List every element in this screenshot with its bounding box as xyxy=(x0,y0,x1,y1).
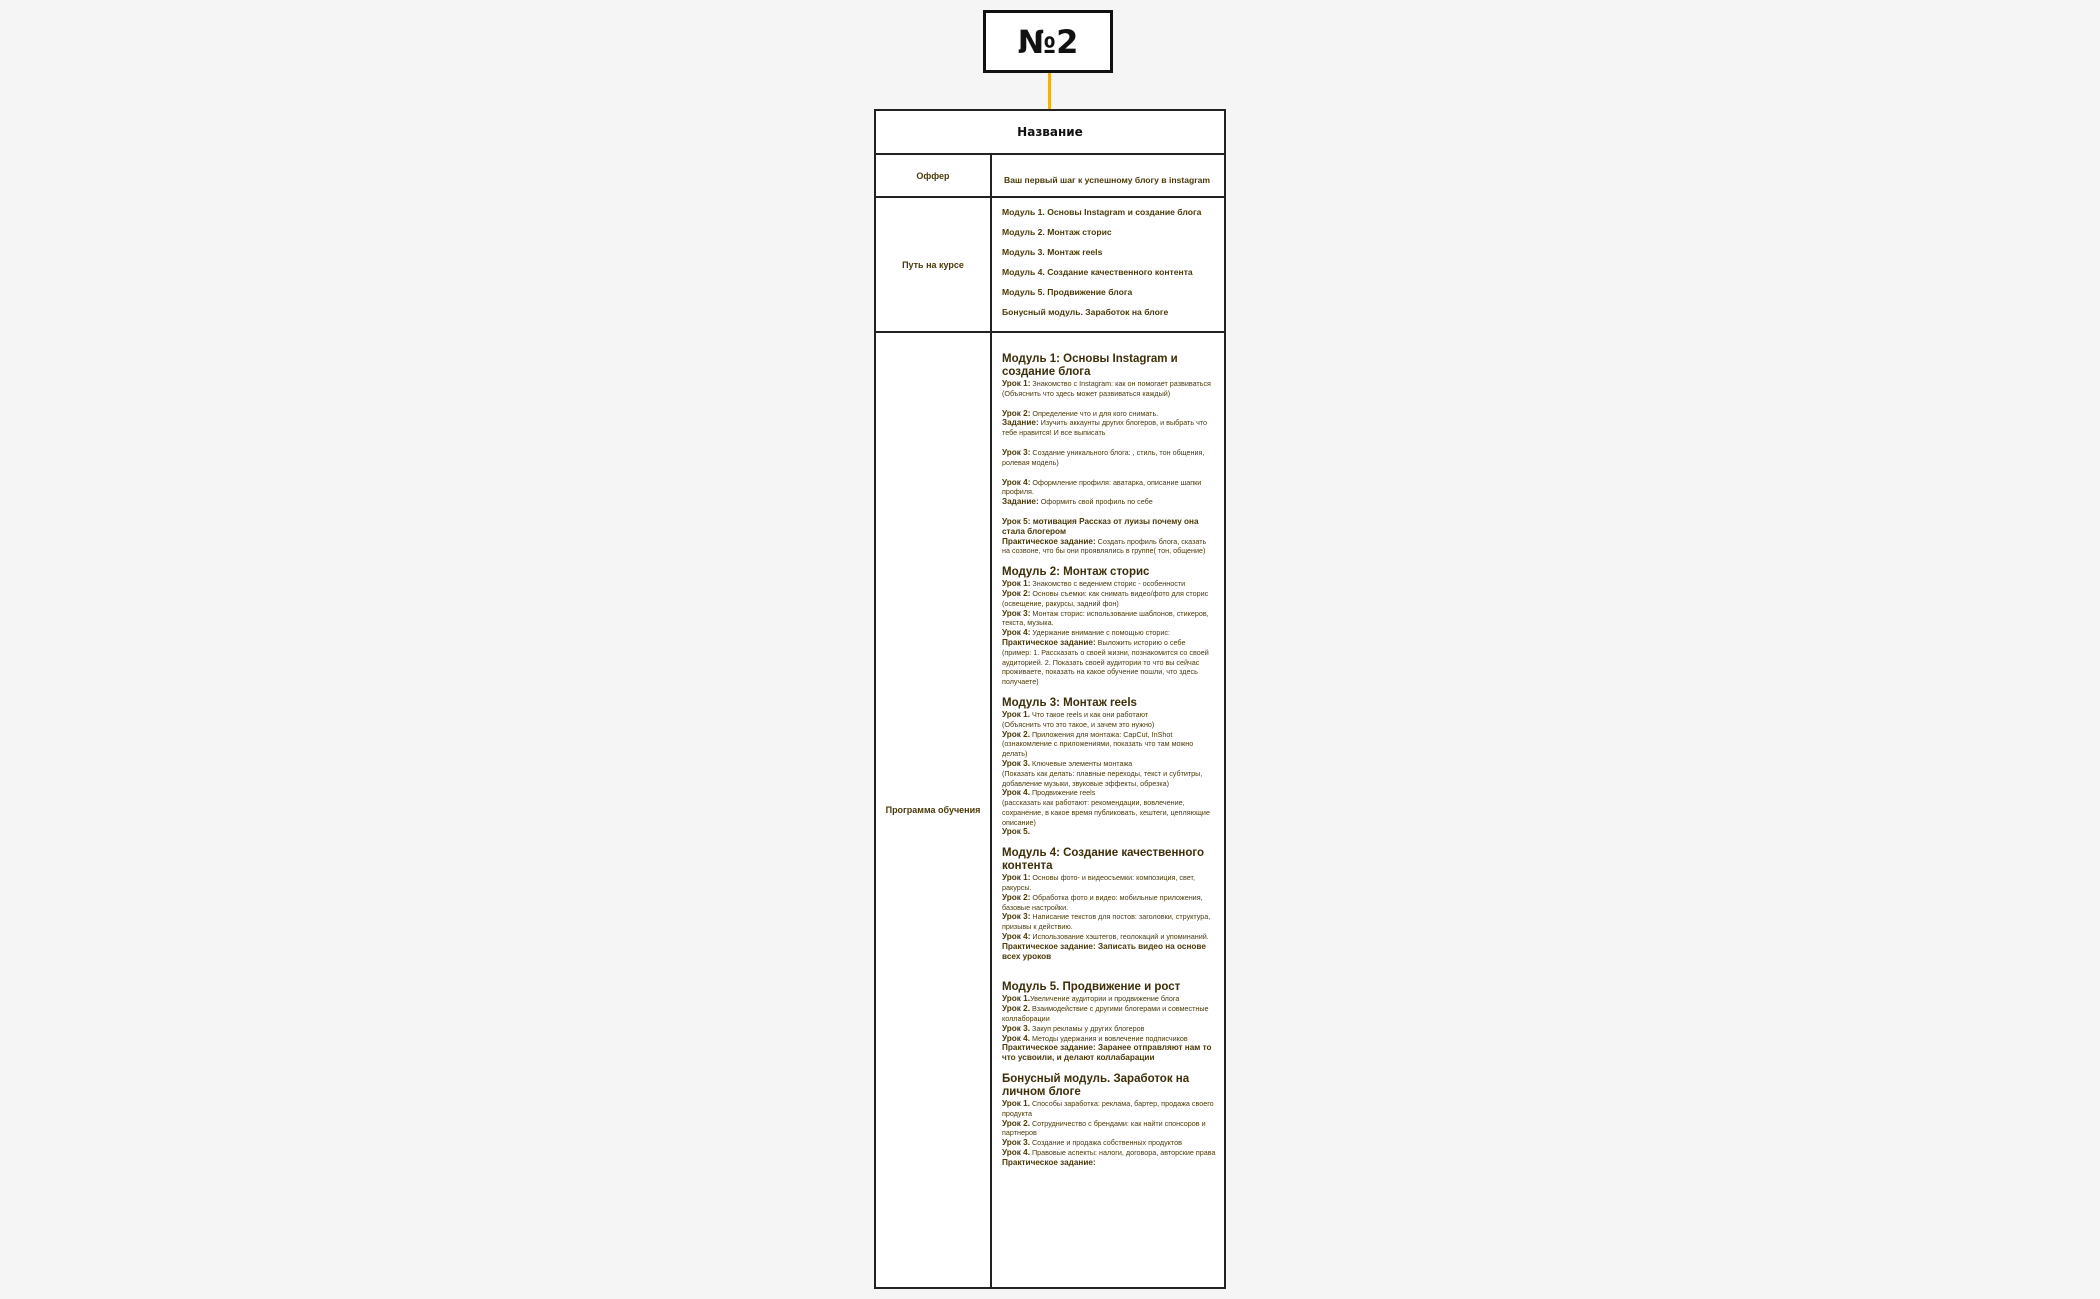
task-text: Создать профиль блога, сказать на созвоне, что бы они проявлялись в группе( тон, общение) xyxy=(1002,536,1207,556)
lesson-text: Монтаж сторис: использование шаблонов, стикеров, текста, музыка. xyxy=(1002,608,1209,628)
list-item: Модуль 4. Создание качественного контента xyxy=(1002,267,1193,277)
lesson-text: Создание и продажа собственных продуктов xyxy=(1029,1138,1182,1148)
task-label: Практическое задание: xyxy=(1002,637,1096,647)
lesson-text: Удержание внимание с помощью сторис: xyxy=(1030,628,1170,638)
lesson-label: Урок 5: xyxy=(1002,516,1031,526)
offer-label: Оффер xyxy=(876,155,992,196)
task-label: Задание: xyxy=(1002,418,1039,428)
diagram-title: №2 xyxy=(983,10,1113,73)
module-5 xyxy=(1002,981,1216,1063)
list-item: Бонусный модуль. Заработок на блоге xyxy=(1002,307,1169,317)
lesson-label: Урок 4. xyxy=(1002,1033,1030,1043)
path-cell xyxy=(992,198,1224,331)
module-title: Модуль 3: Монтаж reels xyxy=(1002,696,1137,709)
offer-cell xyxy=(992,155,1224,196)
lesson-note: (ознакомление с приложениями, показать что там можно делать) xyxy=(1002,739,1194,759)
list-item: Модуль 2. Монтаж сторис xyxy=(1002,227,1112,237)
lesson-note: (Объяснить что здесь может развиваться каждый) xyxy=(1002,388,1171,398)
lesson-text: Закуп рекламы у других блогеров xyxy=(1029,1023,1145,1033)
module-title: Модуль 2: Монтаж сторис xyxy=(1002,566,1150,579)
lesson-text: Приложения для монтажа: CapCut, InShot xyxy=(1029,729,1173,739)
lesson-label: Урок 1: xyxy=(1002,379,1031,388)
lesson-label: Урок 3: xyxy=(1002,608,1031,618)
lesson-text: Написание текстов для постов: заголовки, структура, призывы к действию. xyxy=(1002,912,1211,932)
lesson-label: Урок 3. xyxy=(1002,758,1030,768)
task-text: Выложить историю о себе (пример: 1. Рассказать о своей жизни, познакомится со своей аудиторией. 2. Показать своей аудитории то что вы сейчас проживаете, показать на какое обучение пошли, что здесь получаете) xyxy=(1002,637,1209,687)
lesson-note: (Показать как делать: плавные переходы, текст и субтитры, добавление музыки, звуковые эффекты, обрезка) xyxy=(1002,768,1203,788)
lesson-label: Урок 2: xyxy=(1002,408,1031,418)
lesson-label: Урок 1: xyxy=(1002,873,1031,883)
lesson-text: Способы заработка: реклама, бартер, продажа своего продукта xyxy=(1002,1099,1214,1118)
list-item: Модуль 3. Монтаж reels xyxy=(1002,247,1103,257)
module-title: Модуль 1: Основы Instagram и создание блога xyxy=(1002,353,1178,378)
list-item: Модуль 1. Основы Instagram и создание блога xyxy=(1002,207,1202,217)
course-table xyxy=(874,109,1226,1289)
connector-line xyxy=(1048,73,1051,110)
lesson-text: Определение что и для кого снимать. xyxy=(1030,408,1159,418)
lesson-text: Увеличение аудитории и продвижение блога xyxy=(1029,994,1180,1004)
task-label: Практическое задание: Записать видео на основе всех уроков xyxy=(1002,941,1206,961)
path-label: Путь на курсе xyxy=(876,198,992,331)
module-title: Модуль 5. Продвижение и рост xyxy=(1002,981,1181,994)
offer-text: Ваш первый шаг к успешному блогу в instagram xyxy=(1004,175,1211,185)
offer-row xyxy=(876,155,1224,198)
lesson-text: Основы фото- и видеосъемки: композиция, свет, ракурсы. xyxy=(1002,873,1196,893)
module-2 xyxy=(1002,566,1216,687)
lesson-text: Использование хэштегов, геолокаций и упоминаний. xyxy=(1030,932,1209,942)
lesson-label: Урок 2. xyxy=(1002,1118,1030,1128)
module-3 xyxy=(1002,697,1216,837)
lesson-text: Обработка фото и видео: мобильные приложения, базовые настройки. xyxy=(1002,892,1203,912)
lesson-text: Знакомство с Instagram: как он помогает развиваться xyxy=(1030,379,1211,388)
lesson-text: Методы удержания и вовлечение подписчиков xyxy=(1029,1033,1188,1043)
lesson-label: Урок 1: xyxy=(1002,579,1031,589)
lesson-text: Продвижение reels xyxy=(1029,788,1096,798)
lesson-label: Урок 1. xyxy=(1002,1099,1030,1109)
lesson-label: Урок 4. xyxy=(1002,788,1030,798)
task-text: Изучить аккаунты других блогеров, и выбрать что тебе нравится! И все выписать xyxy=(1002,418,1208,438)
program-label: Программа обучения xyxy=(876,333,992,1287)
task-label: Практическое задание: xyxy=(1002,1157,1096,1167)
path-list xyxy=(1002,202,1216,322)
lesson-text: Оформление профиля: аватарка, описание шапки профиля. xyxy=(1002,477,1202,497)
lesson-label: Урок 1. xyxy=(1002,709,1030,719)
lesson-text: Правовые аспекты: налоги, договора, авторские права xyxy=(1029,1148,1216,1158)
lesson-label: Урок 3: xyxy=(1002,912,1031,922)
lesson-label: Урок 4: xyxy=(1002,628,1031,638)
program-cell xyxy=(992,333,1224,1287)
module-1 xyxy=(1002,353,1216,556)
lesson-text: Взаимодействие с другими блогерами и совместные коллаборации xyxy=(1002,1004,1209,1024)
task-text: Оформить свой профиль по себе xyxy=(1038,497,1153,507)
lesson-label: Урок 3. xyxy=(1002,1138,1030,1148)
lesson-label: Урок 5. xyxy=(1002,827,1030,837)
module-bonus xyxy=(1002,1073,1216,1168)
table-header: Название xyxy=(876,111,1224,155)
lesson-text: Знакомство с ведением сторис - особенности xyxy=(1030,579,1186,589)
lesson-text: Основы съемки: как снимать видео/фото для сторис (освещение, ракурсы, задний фон) xyxy=(1002,588,1209,608)
lesson-text: Ключевые элементы монтажа xyxy=(1029,758,1133,768)
module-title: Бонусный модуль. Заработок на личном блоге xyxy=(1002,1073,1190,1099)
lesson-note: (Объяснить что это такое, и зачем это нужно) xyxy=(1002,719,1155,729)
lesson-label: Урок 2. xyxy=(1002,729,1030,739)
list-item: Модуль 5. Продвижение блога xyxy=(1002,287,1133,297)
task-label: Практическое задание: xyxy=(1002,536,1096,546)
lesson-label: Урок 3: xyxy=(1002,447,1031,457)
module-title: Модуль 4: Создание качественного контента xyxy=(1002,847,1205,873)
program-row xyxy=(876,333,1224,1287)
lesson-text: мотивация Рассказ от луизы почему она стала блогером xyxy=(1002,516,1199,536)
lesson-label: Урок 4. xyxy=(1002,1148,1030,1158)
lesson-label: Урок 2. xyxy=(1002,1004,1030,1014)
task-label: Практическое задание: Заранее отправляют нам то что усвоили, и делают коллабарации xyxy=(1002,1043,1212,1063)
path-row xyxy=(876,198,1224,333)
lesson-note: (рассказать как работают: рекомендации, вовлечение, сохранение, в какое время публиковать, хештеги, цепляющие описание) xyxy=(1002,798,1210,827)
lesson-label: Урок 2: xyxy=(1002,892,1031,902)
lesson-label: Урок 3. xyxy=(1002,1023,1030,1033)
lesson-text: Создание уникального блога: , стиль, тон общения, ролевая модель) xyxy=(1002,447,1205,467)
module-4 xyxy=(1002,847,1216,971)
lesson-label: Урок 4: xyxy=(1002,932,1031,942)
lesson-label: Урок 4: xyxy=(1002,477,1031,487)
lesson-label: Урок 2: xyxy=(1002,588,1031,598)
task-label: Задание: xyxy=(1002,497,1039,507)
lesson-text: Сотрудничество с брендами: как найти спонсоров и партнеров xyxy=(1002,1118,1206,1138)
lesson-label: Урок 1. xyxy=(1002,994,1030,1004)
lesson-text: Что такое reels и как они работают xyxy=(1029,709,1149,719)
